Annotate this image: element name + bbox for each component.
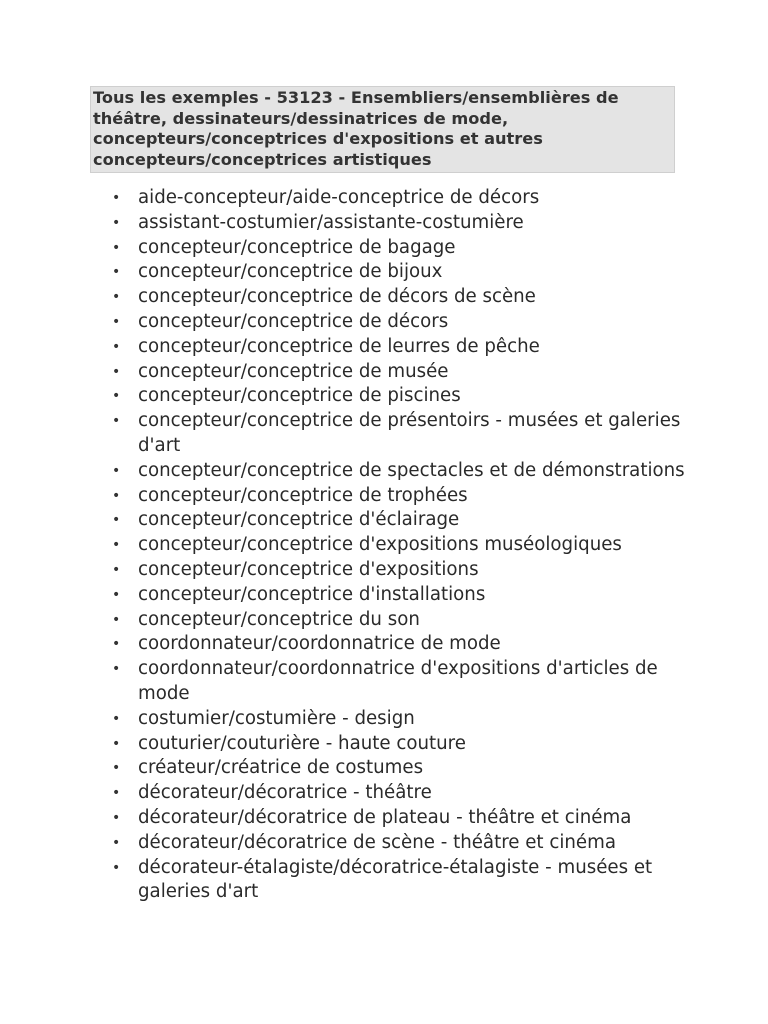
list-item	[90, 831, 690, 856]
list-item-label: concepteur/conceptrice de trophées	[138, 484, 468, 506]
list-item-label: concepteur/conceptrice de bagage	[138, 236, 456, 258]
list-item	[90, 409, 690, 459]
bullet-icon: •	[112, 586, 121, 603]
list-item-label: concepteur/conceptrice de présentoirs - musées et galeries d'art	[138, 410, 681, 456]
bullet-icon: •	[112, 487, 121, 504]
list-item-label: décorateur/décoratrice - théâtre	[138, 782, 432, 804]
bullet-icon: •	[112, 413, 121, 430]
bullet-icon: •	[112, 809, 121, 826]
list-item	[90, 236, 690, 261]
list-item	[90, 756, 690, 781]
list-item	[90, 781, 690, 806]
bullet-icon: •	[112, 239, 121, 256]
bullet-icon: •	[112, 264, 121, 281]
list-item	[90, 558, 690, 583]
list-item-label: concepteur/conceptrice de musée	[138, 360, 449, 382]
list-item-label: concepteur/conceptrice de piscines	[138, 385, 461, 407]
list-item	[90, 186, 690, 211]
list-item	[90, 608, 690, 633]
list-item-label: coordonnateur/coordonnatrice d'expositions d'articles de mode	[138, 658, 658, 704]
list-item-label: concepteur/conceptrice d'éclairage	[138, 509, 460, 531]
list-item	[90, 310, 690, 335]
bullet-icon: •	[112, 735, 121, 752]
bullet-icon: •	[112, 190, 121, 206]
list-item-label: concepteur/conceptrice d'installations	[138, 583, 486, 605]
list-item-label: concepteur/conceptrice d'expositions	[138, 558, 479, 580]
bullet-icon: •	[112, 636, 121, 653]
list-item-label: costumier/costumière - design	[138, 707, 415, 729]
bullet-icon: •	[112, 611, 121, 628]
list-item-label: créateur/créatrice de costumes	[138, 757, 424, 779]
list-item-label: assistant-costumier/assistante-costumière	[138, 211, 524, 233]
bullet-icon: •	[112, 388, 121, 405]
list-item-label: concepteur/conceptrice d'expositions muséologiques	[138, 534, 622, 556]
list-item	[90, 360, 690, 385]
list-item	[90, 806, 690, 831]
bullet-icon: •	[112, 661, 121, 678]
bullet-icon: •	[112, 710, 121, 727]
list-item	[90, 285, 690, 310]
bullet-icon: •	[112, 512, 121, 529]
bullet-icon: •	[112, 561, 121, 578]
list-item	[90, 211, 690, 236]
list-item	[90, 484, 690, 509]
bullet-icon: •	[112, 462, 121, 479]
list-item	[90, 508, 690, 533]
examples-list	[90, 186, 690, 905]
bullet-icon: •	[112, 289, 121, 306]
list-item-label: concepteur/conceptrice du son	[138, 608, 420, 630]
bullet-icon: •	[112, 859, 121, 876]
list-item	[90, 583, 690, 608]
list-item-label: décorateur/décoratrice de scène - théâtre et cinéma	[138, 831, 616, 853]
bullet-icon: •	[112, 338, 121, 355]
list-item	[90, 459, 690, 484]
list-item-label: concepteur/conceptrice de leurres de pêche	[138, 335, 540, 357]
list-item-label: couturier/couturière - haute couture	[138, 732, 466, 754]
list-item	[90, 533, 690, 558]
list-item-label: concepteur/conceptrice de bijoux	[138, 261, 443, 283]
list-item	[90, 260, 690, 285]
bullet-icon: •	[112, 537, 121, 554]
list-item-label: décorateur/décoratrice de plateau - théâtre et cinéma	[138, 806, 632, 828]
bullet-icon: •	[112, 834, 121, 851]
list-item	[90, 732, 690, 757]
bullet-icon: •	[112, 214, 121, 231]
bullet-icon: •	[112, 760, 121, 777]
list-item	[90, 707, 690, 732]
list-item	[90, 856, 690, 906]
list-item-label: aide-concepteur/aide-conceptrice de décors	[138, 187, 540, 208]
list-item	[90, 657, 690, 707]
list-item	[90, 384, 690, 409]
page-title: Tous les exemples - 53123 - Ensembliers/ensemblières de théâtre, dessinateurs/dessinatrices de mode, concepteurs/conceptrices d'expositions et autres concepteurs/conceptrices artistiques	[90, 86, 675, 173]
list-item-label: coordonnateur/coordonnatrice de mode	[138, 633, 501, 655]
bullet-icon: •	[112, 785, 121, 802]
bullet-icon: •	[112, 313, 121, 330]
list-item-label: concepteur/conceptrice de décors	[138, 310, 449, 332]
list-item-label: concepteur/conceptrice de spectacles et de démonstrations	[138, 459, 685, 481]
list-item	[90, 632, 690, 657]
list-item-label: décorateur-étalagiste/décoratrice-étalagiste - musées et galeries d'art	[138, 856, 653, 903]
list-item-label: concepteur/conceptrice de décors de scène	[138, 286, 536, 308]
bullet-icon: •	[112, 363, 121, 380]
list-item	[90, 335, 690, 360]
